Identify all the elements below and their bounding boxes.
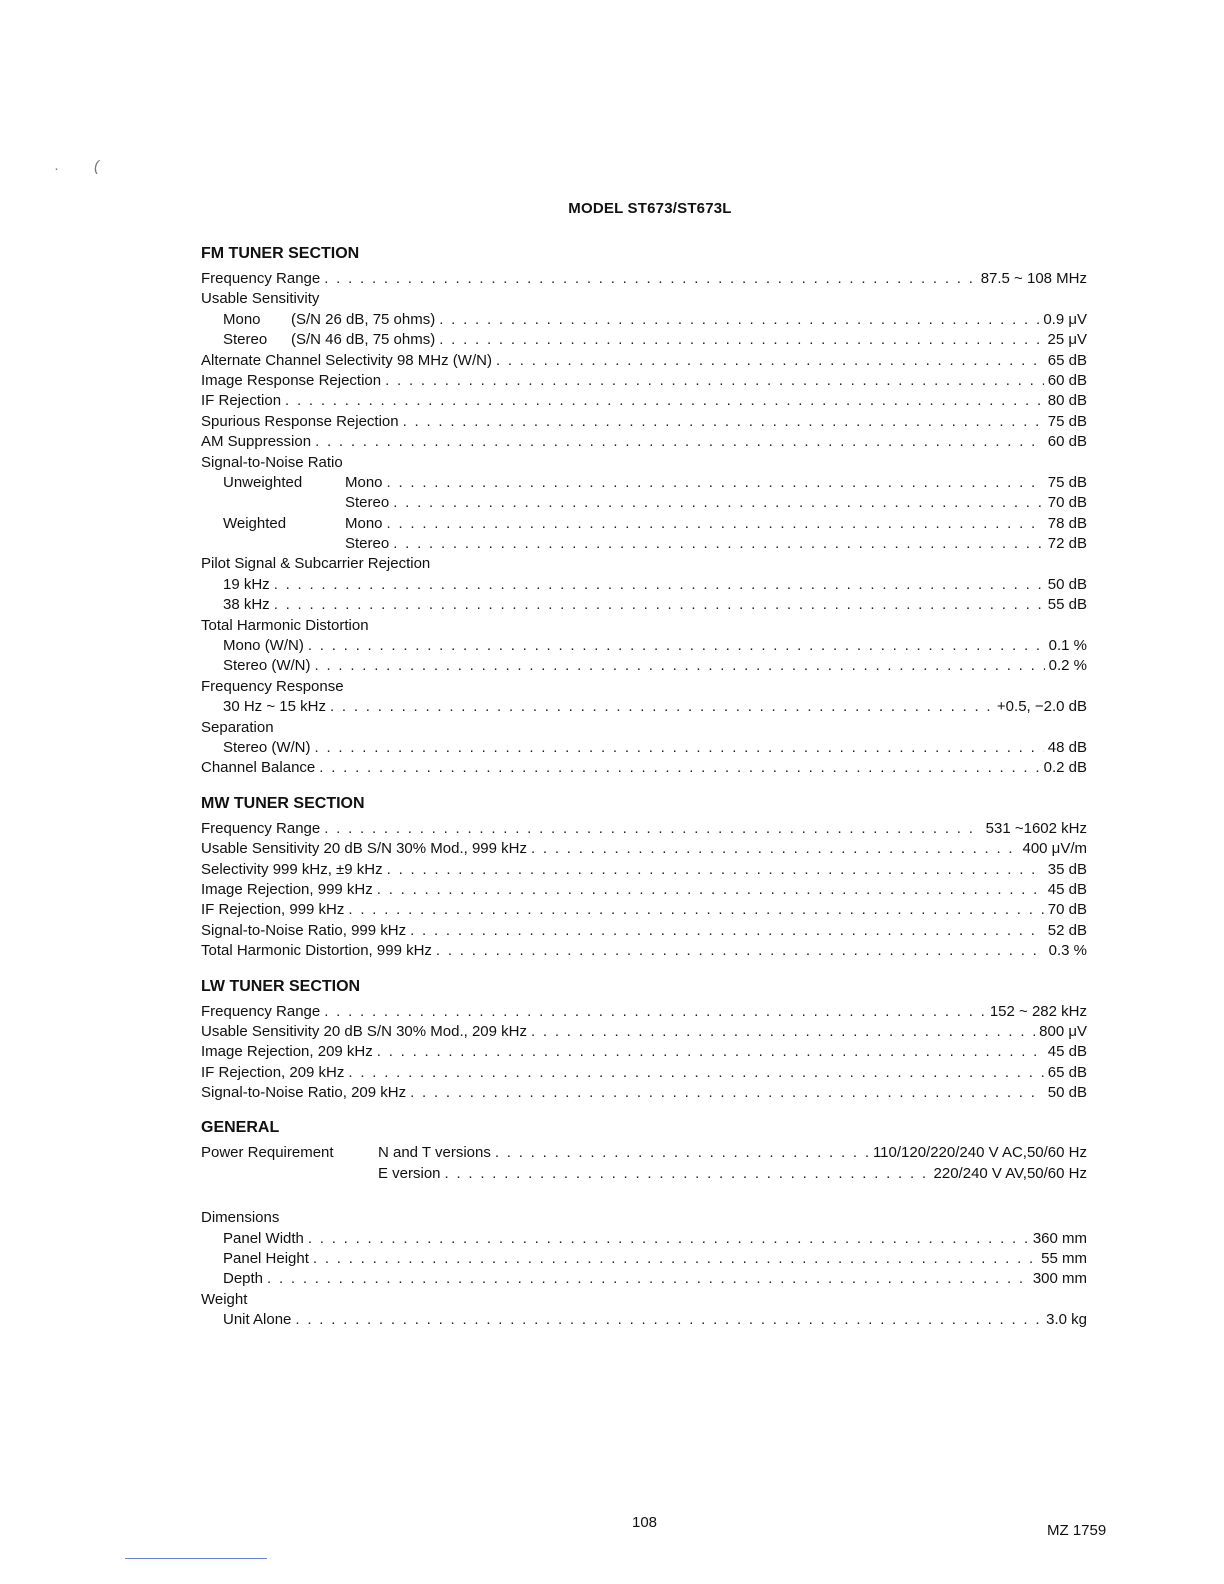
spec-value: 800 μV [1039,1022,1087,1040]
spec-label: Signal-to-Noise Ratio, 209 kHz [201,1084,407,1102]
dot-leader [319,758,1039,778]
spec-row [201,1229,1087,1249]
spec-value: 220/240 V AV,50/60 Hz [933,1164,1087,1182]
spec-value: 75 dB [1047,412,1087,430]
spec-value: 78 dB [1047,514,1087,532]
spec-value: 45 dB [1047,1043,1087,1061]
spec-value: 65 dB [1047,351,1087,369]
spec-value: +0.5, −2.0 dB [996,698,1087,716]
spec-label: Panel Height [223,1250,309,1268]
document-code: MZ 1759 [1047,1522,1107,1539]
spec-value: 80 dB [1047,392,1087,410]
spec-row [201,1143,1087,1163]
spec-sublabel: N and T versions [378,1144,491,1162]
spec-row [201,514,1087,534]
dot-leader [324,269,976,289]
spec-label: Frequency Range [201,1002,321,1020]
spec-value: 72 dB [1047,535,1087,553]
spec-label: Panel Width [223,1229,304,1247]
spec-value: 65 dB [1047,1063,1087,1081]
spec-label: Stereo [345,494,390,512]
dot-leader [377,880,1044,900]
spec-label: Power Requirement [201,1144,334,1162]
dot-leader [387,860,1044,880]
dot-leader [308,1229,1029,1249]
spec-row [201,900,1087,920]
dot-leader [313,1249,1037,1269]
spec-group-label: Pilot Signal & Subcarrier Rejection [201,555,431,573]
spec-label: Image Rejection, 209 kHz [201,1043,373,1061]
spec-sublabel: Weighted [223,514,287,532]
spec-label: Mono (W/N) [223,637,304,655]
spec-value: 400 μV/m [1022,840,1087,858]
spec-label: Depth [223,1270,264,1288]
dot-leader [285,391,1044,411]
spec-row [201,595,1087,615]
spec-label: Unit Alone [223,1311,292,1329]
dot-leader [387,473,1044,493]
spec-label: Mono [345,514,383,532]
spec-value: 52 dB [1047,921,1087,939]
spec-row [201,534,1087,554]
spec-value: 25 μV [1047,331,1087,349]
spec-row [201,656,1087,676]
spec-label: IF Rejection [201,392,282,410]
spec-value: 60 dB [1047,371,1087,389]
spec-row [201,1063,1087,1083]
dot-leader [531,839,1018,859]
spec-label: IF Rejection, 999 kHz [201,901,345,919]
spec-row [201,1269,1087,1289]
dot-leader [330,697,993,717]
spec-sublabel: Mono [223,310,261,328]
spec-row [201,819,1087,839]
spec-value: 0.2 dB [1043,759,1087,777]
spec-label: IF Rejection, 209 kHz [201,1063,345,1081]
spec-row [201,1042,1087,1062]
spec-label: Frequency Range [201,270,321,287]
spec-value: 0.9 μV [1043,310,1087,328]
dot-leader [445,1164,930,1184]
dot-leader [295,1310,1042,1330]
spec-value: 70 dB [1047,901,1087,919]
spec-row [201,636,1087,656]
spec-row [201,1022,1087,1042]
spec-sublabel: Stereo [223,331,268,349]
spec-row [201,269,1087,289]
spec-value: 531 ~1602 kHz [985,819,1087,837]
spec-label: Selectivity 999 kHz, ±9 kHz [201,860,383,878]
spec-label: Image Response Rejection [201,371,382,389]
dot-leader [308,636,1045,656]
spec-label: Total Harmonic Distortion, 999 kHz [201,942,432,960]
stray-mark: · [54,160,59,177]
spec-value: 55 mm [1041,1250,1087,1268]
dot-leader [393,493,1044,513]
dot-leader [324,1002,986,1022]
spec-label: Usable Sensitivity 20 dB S/N 30% Mod., 209 kHz [201,1022,527,1040]
divider [125,1558,267,1559]
fm-section-heading: FM TUNER SECTION [201,245,360,262]
spec-sheet [201,243,1087,1331]
spec-value: 35 dB [1047,860,1087,878]
spec-row [201,921,1087,941]
spec-value: 300 mm [1032,1270,1087,1288]
spec-value: 55 dB [1047,596,1087,614]
spec-row [201,839,1087,859]
spec-label: Mono [345,473,383,491]
spec-value: 152 ~ 282 kHz [989,1002,1087,1020]
spec-group-label: Weight [201,1290,248,1308]
spec-label: 19 kHz [223,575,270,593]
spec-value: 60 dB [1047,433,1087,451]
spec-label: 30 Hz ~ 15 kHz [223,698,326,716]
spec-row [201,330,1087,350]
dot-leader [274,595,1044,615]
spec-group-label: Signal-to-Noise Ratio [201,453,343,471]
dot-leader [387,514,1044,534]
spec-row [201,493,1087,513]
dot-leader [439,330,1043,350]
spec-label: Stereo (W/N) [223,657,311,675]
dot-leader [315,432,1044,452]
spec-label: 38 kHz [223,596,270,614]
dot-leader [403,412,1044,432]
spec-label: Spurious Response Rejection [201,412,399,430]
spec-value: 360 mm [1032,1229,1087,1247]
spec-row [201,310,1087,330]
spec-label: Frequency Range [201,819,321,837]
spec-row [201,473,1087,493]
dot-leader [348,1063,1043,1083]
dot-leader [324,819,981,839]
spec-row [201,351,1087,371]
spec-row [201,391,1087,411]
dot-leader [385,371,1044,391]
spec-value: 0.2 % [1048,657,1087,675]
spec-condition: (S/N 46 dB, 75 ohms) [291,331,436,349]
dot-leader [348,900,1043,920]
spec-row [201,697,1087,717]
spec-value: 110/120/220/240 V AC,50/60 Hz [872,1144,1087,1162]
spec-value: 48 dB [1047,738,1087,756]
spec-row [201,1083,1087,1103]
spec-value: 45 dB [1047,880,1087,898]
dot-leader [315,656,1045,676]
spec-row [201,1310,1087,1330]
spec-value: 75 dB [1047,473,1087,491]
spec-group-label: Usable Sensitivity [201,290,320,308]
page-title: MODEL ST673/ST673L [568,200,732,217]
spec-group-label: Dimensions [201,1209,280,1227]
spec-sublabel: Unweighted [223,473,303,491]
dot-leader [495,1143,869,1163]
dot-leader [410,921,1044,941]
spec-row [201,575,1087,595]
spec-row [201,941,1087,961]
spec-row [201,880,1087,900]
spec-row [201,412,1087,432]
spec-label: Stereo [345,535,390,553]
spec-label: Channel Balance [201,759,316,777]
spec-row [201,1249,1087,1269]
dot-leader [377,1042,1044,1062]
spec-row [201,371,1087,391]
spec-sublabel: E version [378,1164,441,1182]
spec-group-label: Frequency Response [201,677,344,695]
mw-section-heading: MW TUNER SECTION [201,794,365,812]
spec-row [201,432,1087,452]
spec-label: Alternate Channel Selectivity 98 MHz (W/N) [201,351,492,369]
spec-label: Usable Sensitivity 20 dB S/N 30% Mod., 999 kHz [201,840,527,858]
dot-leader [393,534,1044,554]
dot-leader [315,738,1044,758]
dot-leader [410,1083,1044,1103]
general-section-heading: GENERAL [201,1119,280,1137]
spec-value: 50 dB [1047,575,1087,593]
spec-value: 3.0 kg [1046,1311,1087,1329]
spec-value: 70 dB [1047,494,1087,512]
dot-leader [267,1269,1029,1289]
spec-value: 0.1 % [1048,637,1087,655]
spec-label: Image Rejection, 999 kHz [201,880,373,898]
spec-row [201,758,1087,778]
dot-leader [436,941,1045,961]
spec-label: Stereo (W/N) [223,738,311,756]
spec-value: 87.5 ~ 108 MHz [980,270,1087,287]
spec-row [201,1164,1087,1184]
spec-group-label: Separation [201,718,274,736]
spec-label: Signal-to-Noise Ratio, 999 kHz [201,921,407,939]
dot-leader [274,575,1044,595]
spec-group-label: Total Harmonic Distortion [201,616,369,634]
spec-value: 50 dB [1047,1084,1087,1102]
dot-leader [496,351,1044,371]
spec-row [201,860,1087,880]
spec-row [201,738,1087,758]
spec-label: AM Suppression [201,433,312,451]
dot-leader [439,310,1039,330]
lw-section-heading: LW TUNER SECTION [201,977,361,995]
page-number: 108 [632,1514,658,1531]
dot-leader [531,1022,1035,1042]
spec-value: 0.3 % [1048,942,1087,960]
spec-condition: (S/N 26 dB, 75 ohms) [291,310,436,328]
spec-row [201,1002,1087,1022]
stray-mark: ( [94,158,99,175]
